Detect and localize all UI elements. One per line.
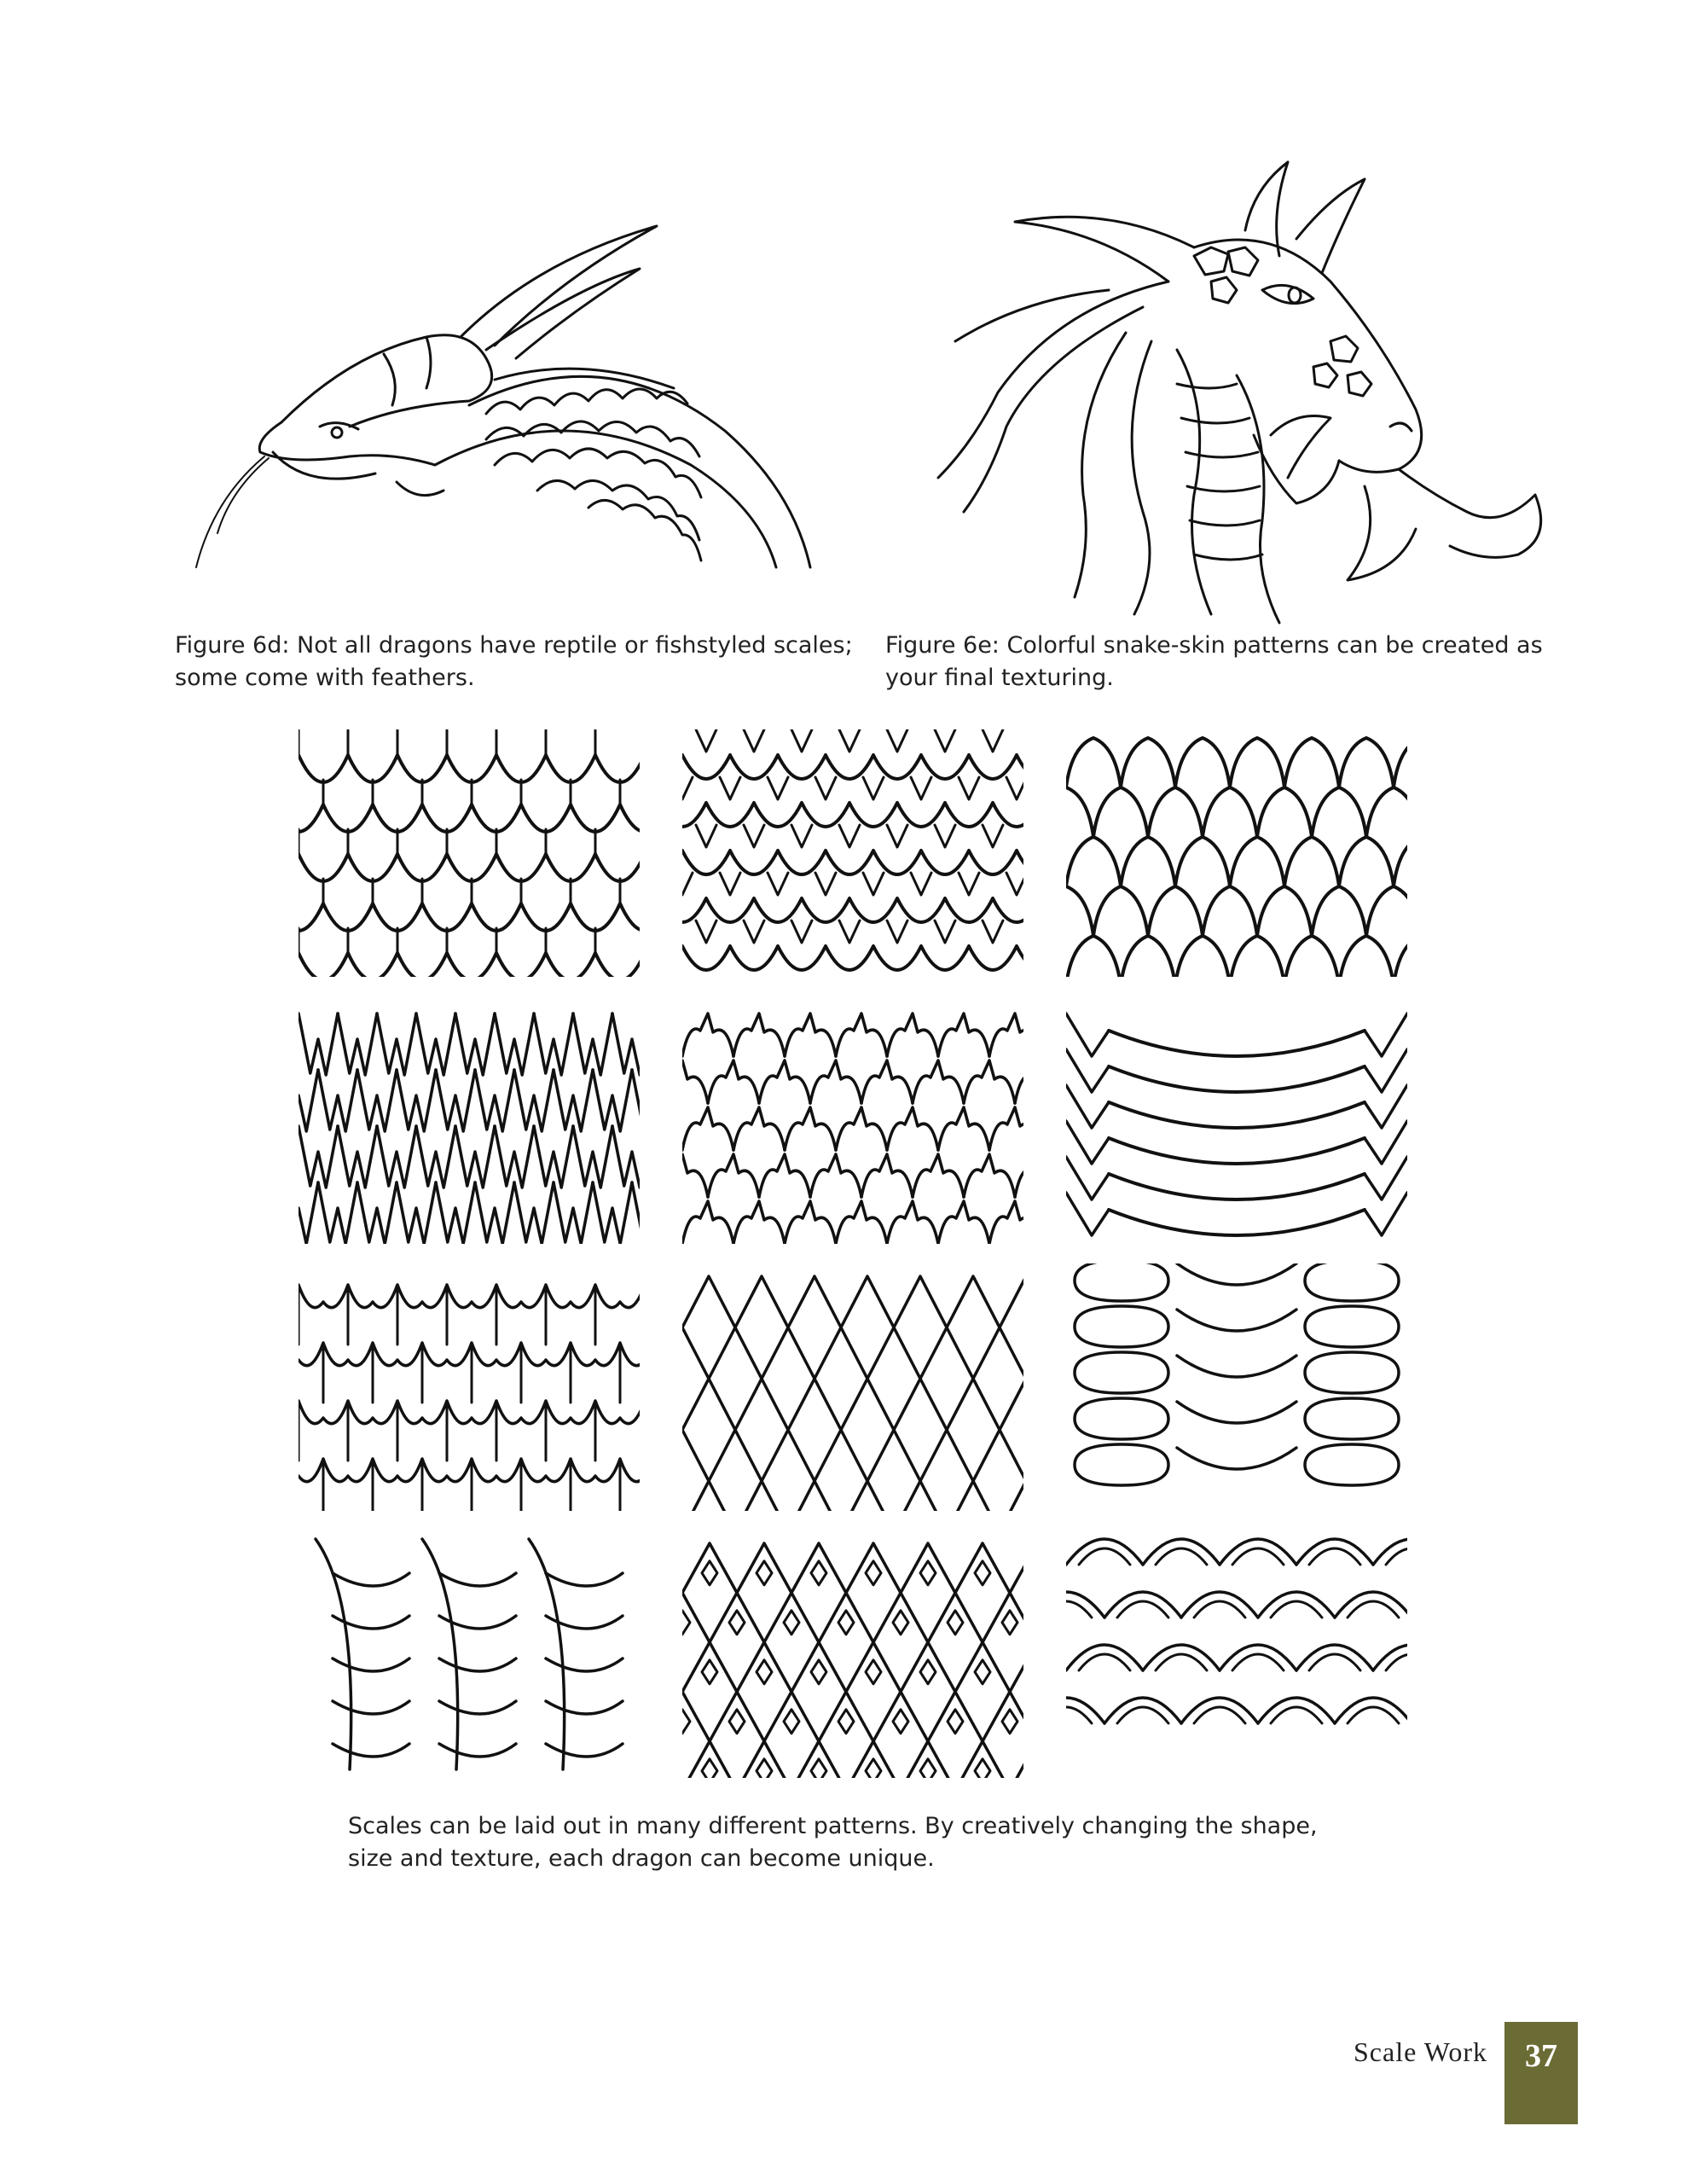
scale-patterns-grid (299, 729, 1407, 1779)
figure-6e-caption (885, 630, 1543, 694)
scale-pattern-pointed-scales (656, 1276, 1052, 1532)
patterns-caption (348, 1810, 1318, 1875)
scale-pattern-bat-point-scales (299, 1285, 670, 1519)
scale-pattern-flame-scales (657, 1014, 1066, 1244)
figure-6d-caption-line: Figure 6d: Not all dragons have reptile or fishstyled scales; (175, 632, 853, 659)
figure-6e-caption-line: your final texturing. (885, 665, 1114, 691)
figure-6d-caption (175, 630, 853, 694)
scale-pattern-crescent-band-scales (1066, 1014, 1407, 1235)
scale-pattern-diamond-scales (655, 1543, 1064, 1779)
page-number: 37 (1525, 2038, 1557, 2074)
scale-pattern-jagged-spike-scales (299, 1014, 671, 1244)
scale-pattern-leaf-point-scales (1039, 738, 1407, 985)
figure-6e-snakeskin-dragon-illustration (887, 154, 1586, 631)
scale-pattern-rounded-scales (299, 730, 670, 980)
page-number-tab (1504, 2022, 1578, 2124)
scale-pattern-v-notched-scales (658, 729, 1064, 970)
figure-6d-caption-line: some come with feathers. (175, 665, 475, 691)
scale-pattern-fan-arc-scales (1028, 1539, 1407, 1723)
figure-6e-caption-line: Figure 6e: Colorful snake-skin patterns can be created as (885, 632, 1543, 659)
scale-pattern-split-crescent-scales (316, 1539, 623, 1769)
patterns-caption-line: Scales can be laid out in many different patterns. By creatively changing the shape, (348, 1813, 1318, 1839)
scale-pattern-padded-belly-scales (1075, 1260, 1399, 1485)
figure-6d-feathered-dragon-illustration (179, 209, 827, 601)
section-label: Scale Work (1353, 2036, 1487, 2067)
patterns-caption-line: size and texture, each dragon can become unique. (348, 1845, 935, 1872)
